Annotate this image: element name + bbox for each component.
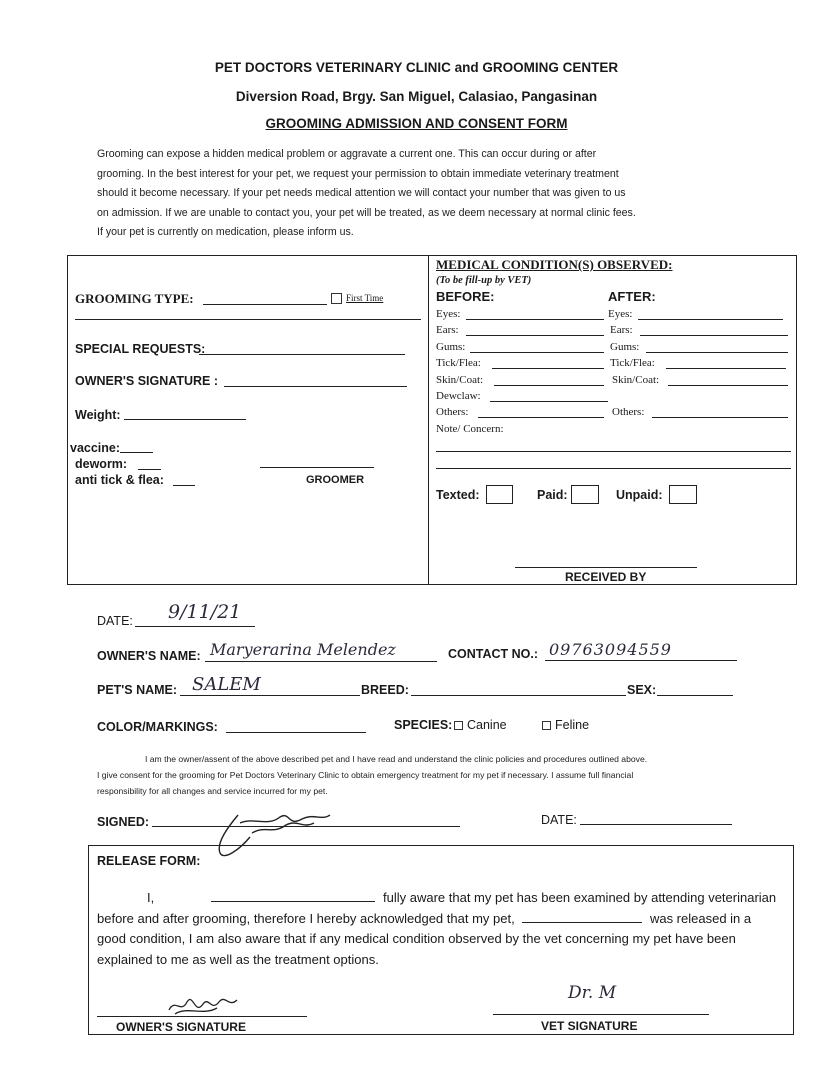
contact-value: 09763094559 xyxy=(549,640,672,659)
received-by-line[interactable] xyxy=(515,567,697,568)
groomer-label: GROOMER xyxy=(306,474,365,486)
consent-line: I give consent for the grooming for Pet Doctors Veterinary Clinic to obtain emergency treatment for my pet if necessary. I assume full financial xyxy=(97,770,634,780)
before-gums-label: Gums: xyxy=(436,341,466,353)
release-form-title: RELEASE FORM: xyxy=(97,854,201,868)
date-label: DATE: xyxy=(97,614,133,628)
owner-signature-field[interactable] xyxy=(224,386,407,387)
note-line-2[interactable] xyxy=(436,468,791,469)
received-by-label: RECEIVED BY xyxy=(565,570,647,584)
species-label: SPECIES: xyxy=(394,718,453,732)
breed-label: BREED: xyxy=(361,683,409,697)
before-eyes-label: Eyes: xyxy=(436,308,461,320)
before-gums-field[interactable] xyxy=(470,352,604,353)
owner-signature-label: OWNER'S SIGNATURE : xyxy=(75,374,219,388)
vet-fillup-note: (To be fill-up by VET) xyxy=(436,275,532,286)
before-dewclaw-label: Dewclaw: xyxy=(436,390,481,402)
contact-field[interactable] xyxy=(545,660,737,661)
vet-initials: Dr. M xyxy=(568,983,617,1003)
before-others-label: Others: xyxy=(436,406,469,418)
special-requests-field[interactable] xyxy=(199,354,405,355)
owner-name-value: Maryerarina Melendez xyxy=(210,640,396,659)
release-line-2b: was released in a xyxy=(649,910,752,926)
before-tickflea-label: Tick/Flea: xyxy=(436,357,481,369)
after-ears-label: Ears: xyxy=(610,324,633,336)
after-others-label: Others: xyxy=(612,406,645,418)
release-line-2a: before and after grooming, therefore I hereby acknowledged that my pet, xyxy=(97,910,515,926)
consent-line: I am the owner/assent of the above described pet and I have read and understand the clinic policies and procedures outlined above. xyxy=(145,754,648,764)
canine-option[interactable] xyxy=(454,718,507,732)
release-paragraph xyxy=(97,888,789,970)
before-ears-label: Ears: xyxy=(436,324,459,336)
date-value: 9/11/21 xyxy=(168,601,242,623)
after-eyes-field[interactable] xyxy=(638,319,783,320)
signed-date-label: DATE: xyxy=(541,813,577,827)
date-field[interactable] xyxy=(135,626,255,627)
pet-name-value: SALEM xyxy=(192,674,261,695)
medical-condition-title: MEDICAL CONDITION(S) OBSERVED: xyxy=(436,257,673,272)
signed-date-field[interactable] xyxy=(580,824,732,825)
texted-checkbox[interactable] xyxy=(486,485,513,504)
pet-name-field[interactable] xyxy=(180,695,360,696)
owner-name-field[interactable] xyxy=(205,661,437,662)
intro-line: Grooming can expose a hidden medical problem or aggravate a current one. This can occur during or after xyxy=(97,148,597,160)
clinic-address: Diversion Road, Brgy. San Miguel, Calasiao, Pangasinan xyxy=(235,89,598,104)
vaccine-label: vaccine: xyxy=(70,441,121,455)
before-dewclaw-field[interactable] xyxy=(490,401,608,402)
intro-line: If your pet is currently on medication, please inform us. xyxy=(97,226,354,238)
signed-label: SIGNED: xyxy=(97,815,150,829)
paid-label: Paid: xyxy=(537,488,568,502)
release-owner-signature-label: OWNER'S SIGNATURE xyxy=(116,1020,246,1034)
after-skincoat-label: Skin/Coat: xyxy=(612,374,660,386)
feline-label: Feline xyxy=(555,718,590,732)
color-markings-field[interactable] xyxy=(226,732,366,733)
paid-checkbox[interactable] xyxy=(571,485,599,504)
contact-label: CONTACT NO.: xyxy=(448,647,539,661)
anti-tick-label: anti tick & flea: xyxy=(75,473,164,487)
texted-label: Texted: xyxy=(436,488,480,502)
release-line-3: good condition, I am also aware that if any medical condition observed by the vet concerning my pet have been xyxy=(97,931,736,946)
feline-option[interactable] xyxy=(542,718,589,732)
groomer-signature-line[interactable] xyxy=(260,467,374,468)
after-ears-field[interactable] xyxy=(640,335,788,336)
deworm-field[interactable] xyxy=(138,469,161,470)
intro-line: on admission. If we are unable to contact you, your pet will be treated, as we deem necessary at normal clinic fees. xyxy=(97,206,636,219)
feline-checkbox-icon xyxy=(542,721,551,730)
table-divider xyxy=(428,255,429,585)
consent-paragraph xyxy=(97,751,757,799)
unpaid-label: Unpaid: xyxy=(616,488,663,502)
before-others-field[interactable] xyxy=(478,417,604,418)
owner-name-label: OWNER'S NAME: xyxy=(97,649,201,663)
first-time-checkbox[interactable] xyxy=(331,293,383,304)
before-skincoat-label: Skin/Coat: xyxy=(436,374,484,386)
first-time-label: First Time xyxy=(346,293,384,303)
after-tickflea-field[interactable] xyxy=(666,368,786,369)
vet-signature-label: VET SIGNATURE xyxy=(541,1019,638,1033)
vet-signature-line[interactable] xyxy=(493,1014,709,1015)
release-owner-name-field[interactable] xyxy=(211,889,375,902)
sex-label: SEX: xyxy=(627,683,657,697)
release-pet-name-field[interactable] xyxy=(522,910,642,923)
release-line-1: fully aware that my pet has been examined by attending veterinarian xyxy=(383,890,777,905)
intro-line: should it become necessary. If your pet needs medical attention we will contact your number that was given to us xyxy=(97,187,626,199)
before-skincoat-field[interactable] xyxy=(494,385,604,386)
anti-tick-field[interactable] xyxy=(173,485,195,486)
consent-line: responsibility for all changes and service incurred for my pet. xyxy=(97,786,328,796)
release-line-4: explained to me as well as the treatment options. xyxy=(97,951,379,967)
after-gums-field[interactable] xyxy=(646,352,788,353)
vaccine-field[interactable] xyxy=(120,452,153,453)
release-i: I, xyxy=(147,890,155,905)
intro-line: grooming. In the best interest for your pet, we request your permission to obtain immediate veterinary treatment xyxy=(97,167,619,180)
before-heading: BEFORE: xyxy=(436,289,495,304)
after-eyes-label: Eyes: xyxy=(608,308,633,320)
clinic-name: PET DOCTORS VETERINARY CLINIC and GROOMING CENTER xyxy=(214,60,619,75)
deworm-label: deworm: xyxy=(75,457,128,471)
before-ears-field[interactable] xyxy=(466,335,604,336)
special-requests-label: SPECIAL REQUESTS: xyxy=(75,342,206,356)
grooming-type-label: GROOMING TYPE: xyxy=(75,291,194,306)
weight-field[interactable] xyxy=(124,419,246,420)
pet-name-label: PET'S NAME: xyxy=(97,683,178,697)
canine-label: Canine xyxy=(467,718,507,732)
release-owner-signature-line[interactable] xyxy=(97,1016,307,1017)
breed-field[interactable] xyxy=(411,695,626,696)
note-line-1[interactable] xyxy=(436,451,791,452)
intro-paragraph xyxy=(97,145,747,243)
form-title: GROOMING ADMISSION AND CONSENT FORM xyxy=(265,116,568,131)
unpaid-checkbox[interactable] xyxy=(669,485,697,504)
note-concern-label: Note/ Concern: xyxy=(436,423,504,435)
before-eyes-field[interactable] xyxy=(466,319,604,320)
grooming-type-extra-line[interactable] xyxy=(75,319,421,320)
canine-checkbox-icon xyxy=(454,721,463,730)
grooming-type-field[interactable] xyxy=(203,304,327,305)
after-heading: AFTER: xyxy=(608,289,656,304)
color-markings-label: COLOR/MARKINGS: xyxy=(97,720,218,734)
weight-label: Weight: xyxy=(75,408,121,422)
after-others-field[interactable] xyxy=(652,417,788,418)
sex-field[interactable] xyxy=(657,695,733,696)
checkbox-icon xyxy=(331,293,342,304)
after-skincoat-field[interactable] xyxy=(668,385,788,386)
after-tickflea-label: Tick/Flea: xyxy=(610,357,655,369)
after-gums-label: Gums: xyxy=(610,341,640,353)
before-tickflea-field[interactable] xyxy=(492,368,604,369)
